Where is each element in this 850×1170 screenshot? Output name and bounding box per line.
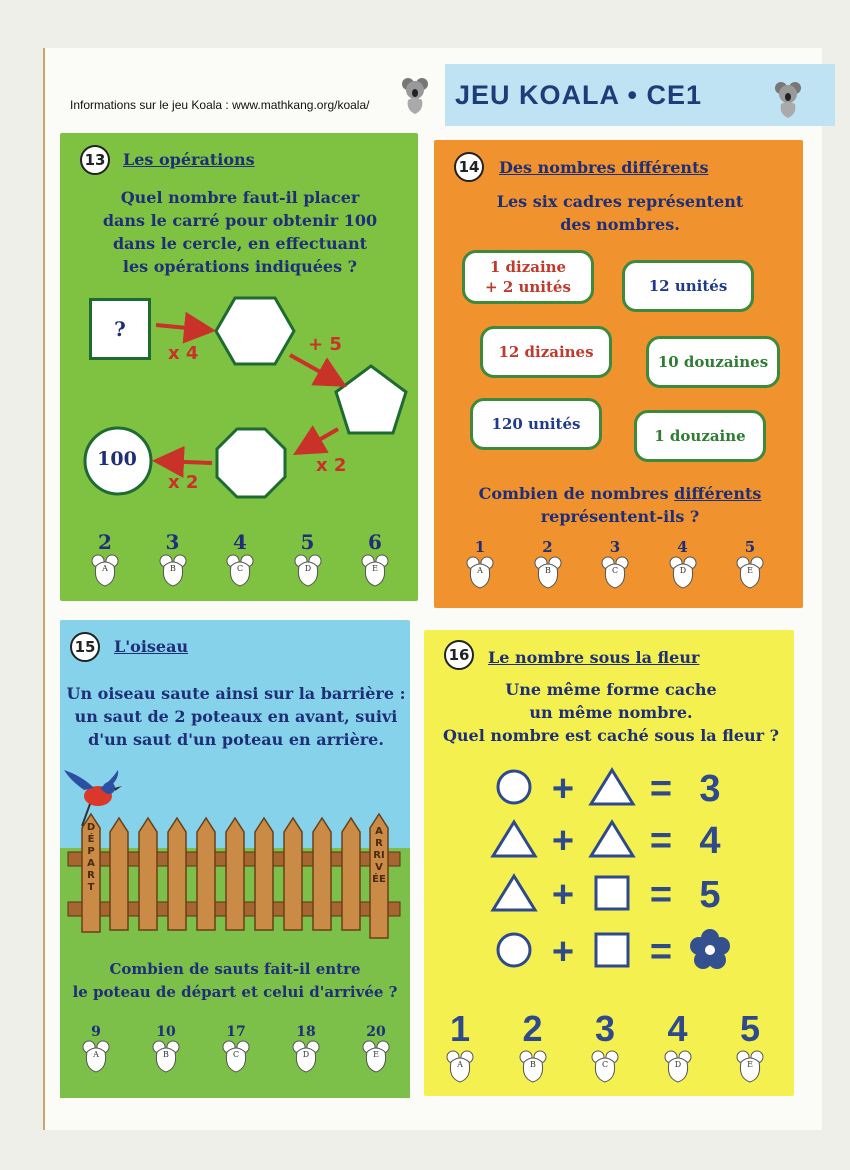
arrow-2 [290, 355, 340, 383]
koala-icon [291, 1040, 321, 1074]
equals-sign: = [649, 819, 673, 862]
svg-text:B: B [163, 1050, 169, 1059]
equals-sign: = [649, 930, 673, 973]
operation-label: x 2 [168, 472, 199, 493]
circle-value: 100 [97, 448, 137, 470]
koala-icon [445, 1050, 475, 1084]
number-card: 1 douzaine [634, 410, 766, 462]
answer-choice-c[interactable]: 3 C [595, 538, 635, 590]
question-14-text: Combien de nombres différents représentent-ils ? [478, 484, 762, 526]
koala-icon [735, 1050, 765, 1084]
svg-text:A: A [457, 1060, 463, 1069]
question-14-title: Des nombres différents [499, 158, 709, 177]
svg-text:D: D [679, 566, 686, 575]
number-card: 12 dizaines [480, 326, 612, 378]
answer-choice-a[interactable]: 1 A [440, 1008, 480, 1084]
question-13-answers [85, 530, 395, 588]
question-14-answers [460, 538, 770, 590]
operation-label: + 5 [308, 334, 342, 355]
koala-icon [158, 554, 188, 588]
question-16-number: 16 [444, 640, 474, 670]
koala-icon [533, 556, 563, 590]
arrow-4 [160, 461, 212, 463]
svg-text:D: D [302, 1050, 310, 1059]
question-15-text: Un oiseau saute ainsi sur la barrière : un saut de 2 poteaux en avant, suivi d'un saut d'un poteau en arrière. [66, 684, 406, 749]
answer-choice-a[interactable]: 9 A [76, 1024, 116, 1074]
triangle-shape-icon [489, 872, 539, 914]
answer-choice-b[interactable]: 2 B [513, 1008, 553, 1084]
question-15-title: L'oiseau [114, 637, 189, 656]
page-title: JEU KOALA • CE1 [455, 80, 702, 110]
svg-text:D: D [674, 1060, 681, 1069]
operation-label: x 2 [316, 455, 347, 476]
triangle-shape-icon [587, 818, 637, 860]
svg-text:E: E [372, 564, 378, 573]
svg-text:E: E [747, 566, 753, 575]
equation-row [488, 766, 736, 812]
question-13-title: Les opérations [123, 150, 255, 169]
question-14-number: 14 [454, 152, 484, 182]
header-info-text: Informations sur le jeu Koala : www.mathkang.org/koala/ [70, 98, 370, 112]
svg-text:A: A [93, 1050, 99, 1059]
equals-sign: = [649, 873, 673, 916]
fence-diagram [60, 620, 410, 940]
number-card: 1 dizaine + 2 unités [462, 250, 594, 304]
plus-sign: + [551, 873, 575, 916]
answer-choice-a[interactable]: 2 A [85, 530, 125, 588]
arrow-3 [300, 429, 338, 451]
plus-sign: + [551, 767, 575, 810]
answer-choice-b[interactable]: 2 B [528, 538, 568, 590]
square-shape-icon [592, 930, 632, 970]
koala-icon [225, 554, 255, 588]
koala-icon [590, 1050, 620, 1084]
svg-text:C: C [232, 1050, 240, 1059]
answer-choice-c[interactable]: 4 C [220, 530, 260, 588]
koala-icon [465, 556, 495, 590]
question-14-intro: Les six cadres représentent des nombres. [496, 192, 744, 234]
question-16-text: Une même forme cache un même nombre. Quel nombre est caché sous la fleur ? [442, 680, 780, 745]
answer-choice-a[interactable]: 1 A [460, 538, 500, 590]
hexagon-shape [216, 298, 294, 364]
koala-icon [518, 1050, 548, 1084]
koala-icon [668, 556, 698, 590]
answer-choice-d[interactable]: 4 D [658, 1008, 698, 1084]
answer-choice-c[interactable]: 17 C [216, 1024, 256, 1074]
plus-sign: + [551, 930, 575, 973]
koala-icon [663, 1050, 693, 1084]
koala-icon [90, 554, 120, 588]
koala-logo-icon [773, 80, 803, 120]
svg-text:B: B [169, 564, 176, 573]
equals-sign: = [649, 767, 673, 810]
koala-logo-icon [400, 76, 430, 116]
equation-result: 5 [699, 873, 721, 916]
koala-icon [151, 1040, 181, 1074]
answer-choice-c[interactable]: 3 C [585, 1008, 625, 1084]
square-shape-icon [592, 873, 632, 913]
svg-text:E: E [747, 1060, 753, 1069]
answer-choice-e[interactable]: 5 E [730, 538, 770, 590]
answer-choice-d[interactable]: 4 D [663, 538, 703, 590]
answer-choice-e[interactable]: 20 E [356, 1024, 396, 1074]
question-15-number: 15 [70, 632, 100, 662]
question-13-number: 13 [80, 145, 110, 175]
end-post-label: ARRIVÉE [372, 826, 386, 885]
equation-row [488, 928, 736, 976]
svg-text:A: A [477, 566, 483, 575]
equation-row [488, 872, 736, 918]
koala-icon [81, 1040, 111, 1074]
plus-sign: + [551, 819, 575, 862]
svg-text:E: E [373, 1050, 379, 1059]
question-16-answers [440, 1008, 770, 1084]
svg-text:C: C [601, 1060, 609, 1069]
equation-result: 3 [699, 767, 721, 810]
koala-icon [735, 556, 765, 590]
answer-choice-e[interactable]: 5 E [730, 1008, 770, 1084]
answer-choice-e[interactable]: 6 E [355, 530, 395, 588]
answer-choice-b[interactable]: 10 B [146, 1024, 186, 1074]
svg-text:C: C [611, 566, 619, 575]
triangle-shape-icon [489, 818, 539, 860]
koala-icon [600, 556, 630, 590]
triangle-shape-icon [587, 766, 637, 808]
equation-result: 4 [699, 819, 721, 862]
question-15-bottom-text: Combien de sauts fait-il entre le poteau de départ et celui d'arrivée ? [72, 960, 398, 1001]
question-13-text: Quel nombre faut-il placer dans le carré pour obtenir 100 dans le cercle, en effectuant les opérations indiquées ? [102, 188, 378, 276]
question-15-answers [76, 1024, 396, 1074]
equation-row [488, 818, 736, 864]
koala-icon [360, 554, 390, 588]
number-card: 12 unités [622, 260, 754, 312]
svg-text:D: D [304, 564, 311, 573]
question-16-title: Le nombre sous la fleur [488, 648, 700, 667]
start-post-label: DÉPART [86, 822, 96, 893]
circle-shape-icon [494, 767, 534, 807]
svg-text:B: B [544, 566, 551, 575]
pentagon-shape [336, 366, 406, 433]
flower-icon [688, 928, 732, 972]
answer-choice-d[interactable]: 18 D [286, 1024, 326, 1074]
koala-icon [361, 1040, 391, 1074]
operation-label: x 4 [168, 343, 199, 364]
koala-icon [221, 1040, 251, 1074]
svg-text:B: B [529, 1060, 536, 1069]
number-card: 10 douzaines [646, 336, 780, 388]
circle-shape-icon [494, 930, 534, 970]
mystery-square: ? [89, 298, 151, 360]
svg-text:A: A [102, 564, 108, 573]
answer-choice-d[interactable]: 5 D [288, 530, 328, 588]
koala-icon [293, 554, 323, 588]
hidden-flower [684, 928, 736, 976]
arrow-1 [156, 325, 208, 330]
answer-choice-b[interactable]: 3 B [153, 530, 193, 588]
octagon-shape [217, 429, 285, 497]
svg-text:C: C [236, 564, 244, 573]
number-card: 120 unités [470, 398, 602, 450]
